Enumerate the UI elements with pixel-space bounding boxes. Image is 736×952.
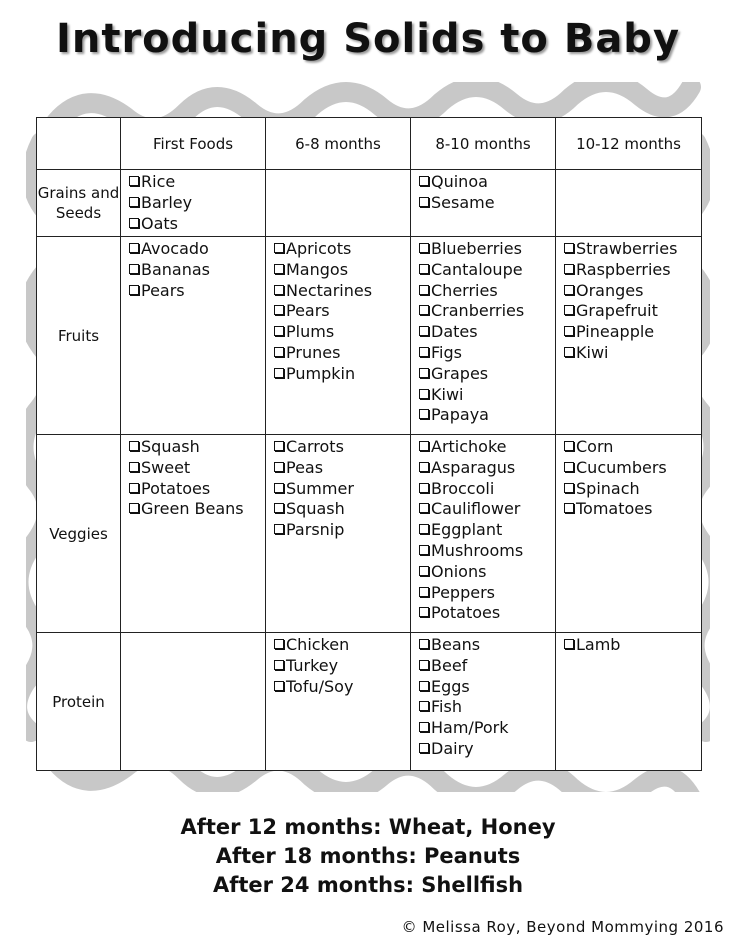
food-list xyxy=(121,170,265,234)
food-label: Prunes xyxy=(286,342,341,362)
food-label: Parsnip xyxy=(286,520,345,540)
food-label: Chicken xyxy=(286,635,350,654)
checkbox-icon[interactable] xyxy=(129,264,139,274)
food-label: Fish xyxy=(431,697,462,717)
food-label: Bananas xyxy=(141,259,211,279)
footer-line: After 12 months: Wheat, Honey xyxy=(180,815,556,839)
food-label: Rice xyxy=(141,172,176,191)
food-label: Cranberries xyxy=(431,301,525,321)
food-label: Tofu/Soy xyxy=(286,676,354,696)
food-label: Cucumbers xyxy=(576,457,667,477)
food-label: Pumpkin xyxy=(286,363,356,383)
checkbox-icon[interactable] xyxy=(419,264,429,274)
food-label: Squash xyxy=(141,437,200,456)
list-item xyxy=(419,405,555,426)
list-item xyxy=(419,193,555,214)
checkbox-icon[interactable] xyxy=(419,243,429,253)
checkbox-icon[interactable] xyxy=(129,483,139,493)
list-item xyxy=(274,364,410,385)
checkbox-icon[interactable] xyxy=(274,305,284,315)
food-label: Grapefruit xyxy=(576,301,658,321)
food-label: Lamb xyxy=(576,635,621,654)
checkbox-icon[interactable] xyxy=(419,660,429,670)
checkbox-icon[interactable] xyxy=(129,176,139,186)
list-item xyxy=(564,239,701,260)
food-cell xyxy=(556,237,702,435)
food-list xyxy=(556,237,701,364)
food-label: Dates xyxy=(431,322,478,342)
food-label: Cantaloupe xyxy=(431,259,523,279)
checkbox-icon[interactable] xyxy=(129,218,139,228)
food-label: Squash xyxy=(286,499,345,519)
list-item xyxy=(419,499,555,520)
row-label: Protein xyxy=(37,633,121,771)
food-label: Potatoes xyxy=(431,603,501,623)
checkbox-icon[interactable] xyxy=(419,326,429,336)
food-list xyxy=(411,237,555,426)
checkbox-icon[interactable] xyxy=(419,701,429,711)
list-item xyxy=(564,458,701,479)
food-cell xyxy=(266,633,411,771)
checkbox-icon[interactable] xyxy=(129,441,139,451)
food-list xyxy=(266,633,410,697)
checkbox-icon[interactable] xyxy=(419,587,429,597)
checkbox-icon[interactable] xyxy=(274,660,284,670)
list-item xyxy=(419,656,555,677)
list-item xyxy=(129,499,265,520)
checkbox-icon[interactable] xyxy=(564,503,574,513)
food-cell xyxy=(266,170,411,237)
list-item xyxy=(274,656,410,677)
checkbox-icon[interactable] xyxy=(419,389,429,399)
food-label: Kiwi xyxy=(431,384,464,404)
food-label: Mushrooms xyxy=(431,540,524,560)
checkbox-icon[interactable] xyxy=(564,347,574,357)
list-item xyxy=(129,239,265,260)
list-item xyxy=(419,541,555,562)
food-cell xyxy=(121,633,266,771)
checkbox-icon[interactable] xyxy=(419,441,429,451)
list-item xyxy=(564,301,701,322)
checkbox-icon[interactable] xyxy=(274,483,284,493)
list-item xyxy=(419,322,555,343)
food-cell xyxy=(411,633,556,771)
food-label: Pears xyxy=(286,301,330,321)
list-item xyxy=(129,437,265,458)
list-item xyxy=(419,718,555,739)
food-label: Beef xyxy=(431,655,468,675)
list-item xyxy=(129,214,265,235)
food-label: Avocado xyxy=(141,239,209,258)
list-item xyxy=(274,479,410,500)
checkbox-icon[interactable] xyxy=(274,326,284,336)
food-label: Ham/Pork xyxy=(431,718,509,738)
checkbox-icon[interactable] xyxy=(129,197,139,207)
food-label: Cauliflower xyxy=(431,499,521,519)
food-label: Apricots xyxy=(286,239,352,258)
food-label: Eggplant xyxy=(431,520,503,540)
checkbox-icon[interactable] xyxy=(129,243,139,253)
food-list xyxy=(411,170,555,214)
food-label: Papaya xyxy=(431,405,489,425)
checkbox-icon[interactable] xyxy=(419,743,429,753)
food-label: Turkey xyxy=(286,655,339,675)
food-label: Oranges xyxy=(576,280,644,300)
list-item xyxy=(274,260,410,281)
list-item xyxy=(419,562,555,583)
food-cell xyxy=(556,435,702,633)
checkbox-icon[interactable] xyxy=(419,285,429,295)
checkbox-icon[interactable] xyxy=(274,441,284,451)
column-header: 6-8 months xyxy=(266,118,411,170)
food-label: Cherries xyxy=(431,280,498,300)
list-item xyxy=(274,458,410,479)
checkbox-icon[interactable] xyxy=(274,285,284,295)
list-item xyxy=(419,635,555,656)
food-label: Broccoli xyxy=(431,478,495,498)
list-item xyxy=(274,239,410,260)
checkbox-icon[interactable] xyxy=(274,368,284,378)
food-cell xyxy=(121,237,266,435)
list-item xyxy=(419,479,555,500)
table-row xyxy=(37,170,702,237)
page-title: Introducing Solids to Baby xyxy=(55,16,681,62)
checkbox-icon[interactable] xyxy=(129,285,139,295)
checkbox-icon[interactable] xyxy=(419,639,429,649)
row-label: Fruits xyxy=(37,237,121,435)
food-list xyxy=(556,633,701,656)
list-item xyxy=(419,301,555,322)
food-label: Peppers xyxy=(431,582,495,602)
food-label: Potatoes xyxy=(141,478,211,498)
food-cell xyxy=(266,237,411,435)
food-list xyxy=(121,633,265,635)
food-label: Figs xyxy=(431,342,462,362)
checkbox-icon[interactable] xyxy=(419,409,429,419)
list-item xyxy=(419,385,555,406)
checkbox-icon[interactable] xyxy=(274,503,284,513)
list-item xyxy=(419,437,555,458)
checkbox-icon[interactable] xyxy=(419,722,429,732)
list-item xyxy=(419,172,555,193)
checkbox-icon[interactable] xyxy=(274,347,284,357)
checkbox-icon[interactable] xyxy=(419,197,429,207)
food-label: Blueberries xyxy=(431,239,522,258)
column-header: 10-12 months xyxy=(556,118,702,170)
food-cell xyxy=(411,237,556,435)
food-cell xyxy=(411,170,556,237)
food-cell xyxy=(121,170,266,237)
list-item xyxy=(129,479,265,500)
list-item xyxy=(274,520,410,541)
checkbox-icon[interactable] xyxy=(274,243,284,253)
checkbox-icon[interactable] xyxy=(564,639,574,649)
food-list xyxy=(556,435,701,520)
header-row xyxy=(37,118,702,170)
food-label: Corn xyxy=(576,437,614,456)
list-item xyxy=(129,193,265,214)
food-cell xyxy=(556,633,702,771)
checkbox-icon[interactable] xyxy=(419,681,429,691)
checkbox-icon[interactable] xyxy=(564,326,574,336)
food-label: Carrots xyxy=(286,437,344,456)
list-item xyxy=(419,583,555,604)
food-label: Summer xyxy=(286,478,354,498)
checkbox-icon[interactable] xyxy=(419,545,429,555)
list-item xyxy=(419,458,555,479)
food-label: Asparagus xyxy=(431,457,516,477)
food-label: Artichoke xyxy=(431,437,507,456)
solids-table xyxy=(36,117,702,771)
food-label: Spinach xyxy=(576,478,640,498)
table-row xyxy=(37,237,702,435)
list-item xyxy=(274,301,410,322)
checkbox-icon[interactable] xyxy=(564,305,574,315)
list-item xyxy=(129,458,265,479)
food-label: Pineapple xyxy=(576,322,655,342)
food-label: Sweet xyxy=(141,457,191,477)
food-label: Nectarines xyxy=(286,280,373,300)
list-item xyxy=(274,322,410,343)
table-row xyxy=(37,633,702,771)
list-item xyxy=(419,343,555,364)
food-label: Eggs xyxy=(431,676,470,696)
food-label: Peas xyxy=(286,457,324,477)
checkbox-icon[interactable] xyxy=(564,462,574,472)
checkbox-icon[interactable] xyxy=(419,305,429,315)
food-label: Strawberries xyxy=(576,239,678,258)
list-item xyxy=(564,322,701,343)
food-label: Quinoa xyxy=(431,172,488,191)
checkbox-icon[interactable] xyxy=(274,524,284,534)
food-label: Plums xyxy=(286,322,335,342)
food-list xyxy=(556,170,701,172)
food-label: Tomatoes xyxy=(576,499,653,519)
list-item xyxy=(564,437,701,458)
checkbox-icon[interactable] xyxy=(419,524,429,534)
food-label: Dairy xyxy=(431,738,474,758)
list-item xyxy=(419,697,555,718)
checkbox-icon[interactable] xyxy=(419,462,429,472)
checkbox-icon[interactable] xyxy=(419,368,429,378)
checkbox-icon[interactable] xyxy=(274,462,284,472)
list-item xyxy=(129,172,265,193)
checkbox-icon[interactable] xyxy=(129,462,139,472)
list-item xyxy=(274,281,410,302)
list-item xyxy=(564,281,701,302)
food-list xyxy=(411,435,555,624)
row-label: Grains and Seeds xyxy=(37,170,121,237)
food-label: Oats xyxy=(141,213,179,233)
checkbox-icon[interactable] xyxy=(419,483,429,493)
food-cell xyxy=(411,435,556,633)
corner-cell xyxy=(37,118,121,170)
checkbox-icon[interactable] xyxy=(419,566,429,576)
column-header: 8-10 months xyxy=(411,118,556,170)
food-label: Raspberries xyxy=(576,259,671,279)
list-item xyxy=(274,343,410,364)
list-item xyxy=(419,364,555,385)
list-item xyxy=(419,603,555,624)
checkbox-icon[interactable] xyxy=(564,285,574,295)
list-item xyxy=(564,260,701,281)
food-label: Barley xyxy=(141,192,193,212)
list-item xyxy=(419,739,555,760)
food-label: Beans xyxy=(431,635,481,654)
food-list xyxy=(121,237,265,301)
food-label: Green Beans xyxy=(141,499,244,519)
food-list xyxy=(266,170,410,172)
food-cell xyxy=(556,170,702,237)
list-item xyxy=(419,260,555,281)
table-row xyxy=(37,435,702,633)
checkbox-icon[interactable] xyxy=(419,176,429,186)
list-item xyxy=(419,677,555,698)
checkbox-icon[interactable] xyxy=(419,607,429,617)
checkbox-icon[interactable] xyxy=(564,264,574,274)
checkbox-icon[interactable] xyxy=(129,503,139,513)
list-item xyxy=(274,677,410,698)
list-item xyxy=(564,499,701,520)
list-item xyxy=(564,635,701,656)
checkbox-icon[interactable] xyxy=(419,347,429,357)
column-header: First Foods xyxy=(121,118,266,170)
checkbox-icon[interactable] xyxy=(419,503,429,513)
checkbox-icon[interactable] xyxy=(274,681,284,691)
list-item xyxy=(419,281,555,302)
list-item xyxy=(564,343,701,364)
list-item xyxy=(129,281,265,302)
footer-line: After 18 months: Peanuts xyxy=(215,844,521,868)
food-list xyxy=(411,633,555,760)
checkbox-icon[interactable] xyxy=(274,639,284,649)
list-item xyxy=(274,437,410,458)
food-list xyxy=(266,237,410,385)
copyright: © Melissa Roy, Beyond Mommying 2016 xyxy=(401,918,724,936)
list-item xyxy=(564,479,701,500)
food-label: Pears xyxy=(141,280,185,300)
food-label: Kiwi xyxy=(576,342,609,362)
checkbox-icon[interactable] xyxy=(564,441,574,451)
food-label: Mangos xyxy=(286,259,349,279)
footer-line: After 24 months: Shellfish xyxy=(212,873,524,897)
list-item xyxy=(419,239,555,260)
checkbox-icon[interactable] xyxy=(564,243,574,253)
food-cell xyxy=(121,435,266,633)
checkbox-icon[interactable] xyxy=(564,483,574,493)
food-list xyxy=(266,435,410,541)
food-label: Sesame xyxy=(431,192,495,212)
list-item xyxy=(274,499,410,520)
food-list xyxy=(121,435,265,520)
food-cell xyxy=(266,435,411,633)
list-item xyxy=(419,520,555,541)
row-label: Veggies xyxy=(37,435,121,633)
list-item xyxy=(129,260,265,281)
food-label: Grapes xyxy=(431,363,489,383)
list-item xyxy=(274,635,410,656)
checkbox-icon[interactable] xyxy=(274,264,284,274)
food-label: Onions xyxy=(431,561,487,581)
